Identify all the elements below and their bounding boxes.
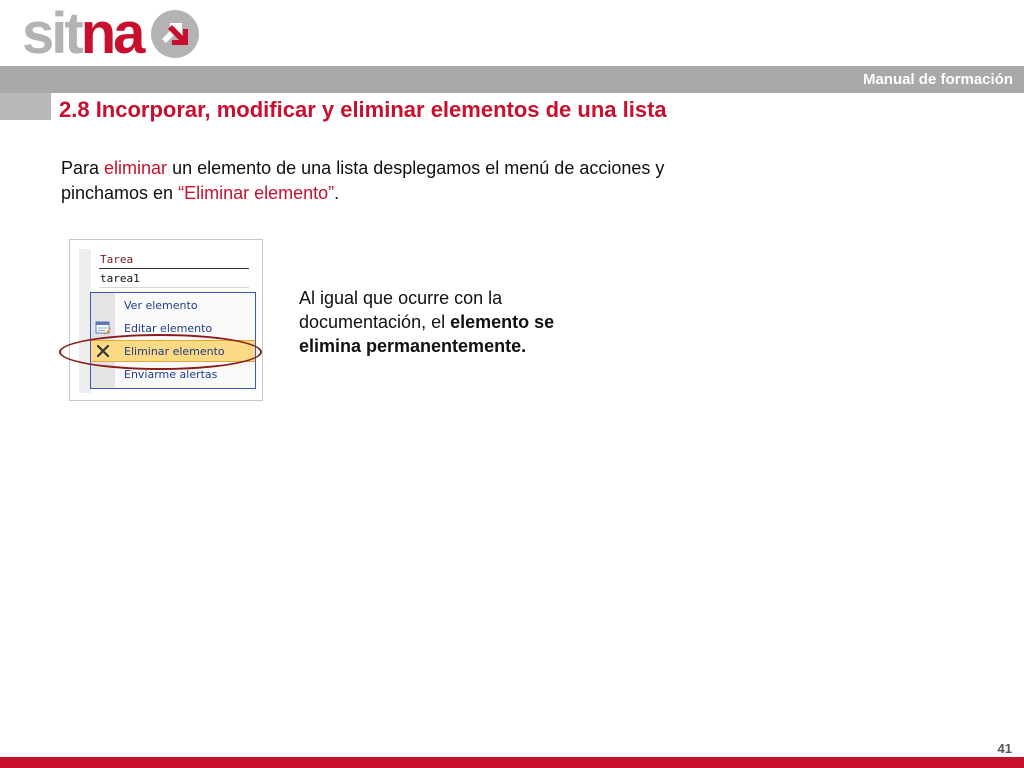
- title-accent-strip: [0, 93, 51, 120]
- menu-item-eliminar-elemento[interactable]: Eliminar elemento: [91, 340, 255, 362]
- intro-paragraph: Para eliminar un elemento de una lista desplegamos el menú de acciones y pinchamos en “Eliminar elemento”.: [61, 158, 665, 203]
- header-band: [0, 66, 1024, 93]
- list-menu-screenshot: [69, 239, 263, 401]
- footer-band: [0, 757, 1024, 768]
- sitna-logo: [22, 1, 200, 66]
- highlight-ring-annotation: [59, 334, 262, 370]
- menu-item-ver-elemento[interactable]: Ver elemento: [91, 294, 255, 316]
- menu-item-enviarme-alertas[interactable]: Enviarme alertas: [91, 363, 255, 385]
- logo-wordmark: sitna: [22, 1, 143, 66]
- intro-highlight-word: eliminar: [104, 158, 168, 178]
- page-number: 41: [997, 741, 1012, 756]
- row-divider: [99, 287, 249, 288]
- logo-arrows-icon: [150, 9, 200, 59]
- manual-label: Manual de formación: [862, 71, 1013, 88]
- menu-item-blank-icon: [91, 294, 115, 316]
- menu-item-editar-elemento[interactable]: Editar elemento: [91, 317, 255, 339]
- note-bold-text: elemento se elimina permanentemente.: [299, 312, 555, 356]
- column-header-tarea[interactable]: Tarea: [100, 253, 134, 266]
- note-paragraph: Al igual que ocurre con la documentación, el elemento se elimina permanentemente.: [299, 288, 555, 356]
- list-cell-value[interactable]: tarea1: [100, 272, 140, 285]
- screenshot-content: [79, 249, 255, 393]
- intro-quoted-action: “Eliminar elemento”: [178, 183, 335, 203]
- slide-title: 2.8 Incorporar, modificar y eliminar elementos de una lista: [59, 97, 667, 122]
- column-header-divider: [99, 268, 249, 269]
